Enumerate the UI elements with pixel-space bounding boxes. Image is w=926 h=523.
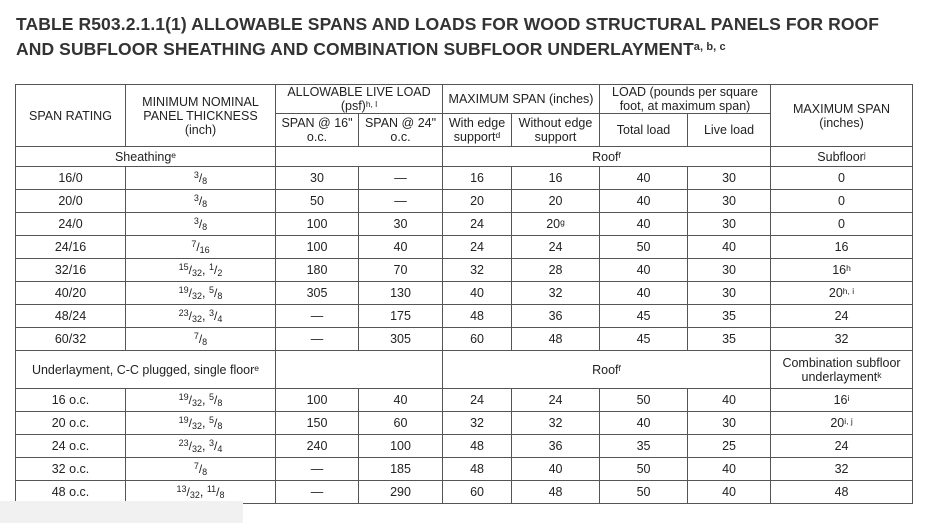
cell-max-span <box>771 190 913 213</box>
cell-edge: 24 <box>443 236 512 259</box>
thickness-fraction <box>191 240 209 254</box>
thickness-fraction <box>179 309 202 323</box>
cell-live: 30 <box>688 412 771 435</box>
header-live-load-sup: h, l <box>365 99 378 109</box>
section-blank-2 <box>276 351 443 389</box>
cell-span24: 290 <box>359 481 443 504</box>
cell-no-edge <box>512 213 600 236</box>
cell-thickness <box>126 458 276 481</box>
header-live-load-text: ALLOWABLE LIVE LOAD (psf) <box>287 85 431 113</box>
header-edge-text: With edge support <box>448 116 506 144</box>
cell-live: 35 <box>688 305 771 328</box>
fraction-slash: / <box>213 263 218 277</box>
fraction-numerator: 19 <box>178 415 189 425</box>
cell-max-span-value: 24 <box>834 439 849 453</box>
cell-total: 40 <box>600 213 688 236</box>
cell-total: 40 <box>600 412 688 435</box>
cell-edge: 20 <box>443 190 512 213</box>
thickness-fraction <box>194 332 207 346</box>
thickness-fraction <box>179 439 202 453</box>
cell-live: 30 <box>688 282 771 305</box>
fraction-numerator: 3 <box>193 193 199 203</box>
table-row <box>16 282 913 305</box>
thickness-fraction <box>194 217 207 231</box>
cell-max-span-sup: h, i <box>842 286 855 296</box>
fraction-denominator: 8 <box>202 467 208 477</box>
fraction-slash: / <box>188 416 192 430</box>
fraction-slash: / <box>198 462 203 476</box>
cell-no-edge <box>512 167 600 190</box>
table-title <box>16 12 916 62</box>
cell-total: 50 <box>600 389 688 412</box>
section-subfloor-text: Subfloor <box>817 149 864 164</box>
fraction-denominator: 8 <box>202 337 208 347</box>
thickness-fraction <box>179 416 202 430</box>
fraction-denominator: 2 <box>217 268 223 278</box>
fraction-separator: , <box>202 439 209 453</box>
cell-no-edge <box>512 389 600 412</box>
thickness-fraction <box>209 309 222 323</box>
header-max-span-2: MAXIMUM SPAN (inches) <box>771 85 913 147</box>
cell-no-edge <box>512 282 600 305</box>
header-live: Live load <box>688 114 771 147</box>
cell-thickness <box>126 167 276 190</box>
cell-span24: 305 <box>359 328 443 351</box>
cell-thickness <box>126 213 276 236</box>
cell-max-span <box>771 259 913 282</box>
cell-span16: — <box>276 481 359 504</box>
cell-span-rating: 24/16 <box>16 236 126 259</box>
fraction-numerator: 23 <box>178 308 189 318</box>
cell-no-edge-value: 16 <box>548 171 563 185</box>
fraction-slash: / <box>188 263 192 277</box>
section-roof-2-text: Roof <box>592 362 619 377</box>
cell-thickness <box>126 190 276 213</box>
table-row <box>16 305 913 328</box>
cell-max-span-value: 0 <box>838 217 845 231</box>
fraction-numerator: 15 <box>178 262 189 272</box>
section-row-underlayment <box>16 351 913 389</box>
fraction-slash: / <box>213 309 218 323</box>
cell-thickness <box>126 305 276 328</box>
cell-max-span-value: 24 <box>834 309 849 323</box>
header-row-1 <box>16 85 913 114</box>
cell-span-rating: 20/0 <box>16 190 126 213</box>
fraction-denominator: 8 <box>202 199 208 209</box>
cell-no-edge <box>512 190 600 213</box>
fraction-denominator: 32 <box>192 314 203 324</box>
header-no-edge: Without edge support <box>512 114 600 147</box>
cell-no-edge-value: 36 <box>548 439 563 453</box>
cell-thickness <box>126 282 276 305</box>
header-total: Total load <box>600 114 688 147</box>
section-sheathing-sup: e <box>171 149 177 160</box>
cell-span-rating: 32/16 <box>16 259 126 282</box>
cell-max-span-value: 20 <box>830 416 845 430</box>
section-sheathing <box>16 147 276 167</box>
fraction-numerator: 19 <box>178 285 189 295</box>
fraction-denominator: 4 <box>217 444 223 454</box>
section-roof <box>443 147 771 167</box>
fraction-denominator: 32 <box>192 268 203 278</box>
table-row <box>16 412 913 435</box>
fraction-separator: , <box>202 416 209 430</box>
cell-max-span-value: 48 <box>834 485 849 499</box>
fraction-separator: , <box>199 485 207 499</box>
thickness-fraction <box>176 485 199 499</box>
cell-no-edge-value: 24 <box>548 240 563 254</box>
table-row <box>16 435 913 458</box>
section-underlayment-sup: e <box>254 362 260 373</box>
cell-span24: 130 <box>359 282 443 305</box>
cell-edge: 16 <box>443 167 512 190</box>
cell-live: 30 <box>688 190 771 213</box>
header-edge <box>443 114 512 147</box>
cell-max-span-value: 16 <box>833 393 848 407</box>
section-blank <box>276 147 443 167</box>
cell-span16: — <box>276 305 359 328</box>
cell-span-rating: 16/0 <box>16 167 126 190</box>
cell-live: 35 <box>688 328 771 351</box>
fraction-slash: / <box>198 332 203 346</box>
header-live-load <box>276 85 443 114</box>
thickness-fraction <box>207 485 225 499</box>
cell-no-edge-sup: g <box>560 217 565 227</box>
fraction-denominator: 8 <box>217 398 223 408</box>
cell-max-span <box>771 236 913 259</box>
fraction-denominator: 8 <box>217 421 223 431</box>
cell-max-span <box>771 412 913 435</box>
cell-no-edge <box>512 259 600 282</box>
cell-span24: 100 <box>359 435 443 458</box>
cell-span16: — <box>276 328 359 351</box>
cell-no-edge-value: 48 <box>548 332 563 346</box>
section-row-sheathing <box>16 147 913 167</box>
table-row <box>16 236 913 259</box>
cell-edge: 48 <box>443 458 512 481</box>
thickness-fraction <box>209 286 222 300</box>
cell-span16: 305 <box>276 282 359 305</box>
fraction-slash: / <box>213 393 218 407</box>
fraction-slash: / <box>188 393 192 407</box>
fraction-slash: / <box>198 194 203 208</box>
header-span24: SPAN @ 24" o.c. <box>359 114 443 147</box>
cell-total: 50 <box>600 458 688 481</box>
cell-span16: — <box>276 458 359 481</box>
fraction-numerator: 3 <box>193 216 199 226</box>
fraction-numerator: 23 <box>178 438 189 448</box>
fraction-denominator: 8 <box>217 291 223 301</box>
cell-live: 40 <box>688 236 771 259</box>
fraction-separator: , <box>202 286 209 300</box>
fraction-numerator: 5 <box>208 415 214 425</box>
fraction-denominator: 8 <box>202 176 208 186</box>
header-span-rating: SPAN RATING <box>16 85 126 147</box>
cell-span24: 185 <box>359 458 443 481</box>
cell-edge: 48 <box>443 305 512 328</box>
section-underlayment-text: Underlayment, C-C plugged, single floor <box>31 362 255 377</box>
header-thickness: MINIMUM NOMINAL PANEL THICKNESS (inch) <box>126 85 276 147</box>
cell-max-span-sup: i, j <box>844 416 853 426</box>
fraction-numerator: 19 <box>178 392 189 402</box>
cell-total: 40 <box>600 190 688 213</box>
header-max-span: MAXIMUM SPAN (inches) <box>443 85 600 114</box>
fraction-numerator: 11 <box>206 484 217 494</box>
cell-live: 25 <box>688 435 771 458</box>
cell-max-span-value: 20 <box>828 286 843 300</box>
cell-live: 40 <box>688 481 771 504</box>
fraction-slash: / <box>186 485 190 499</box>
fraction-numerator: 3 <box>208 308 214 318</box>
cell-max-span <box>771 389 913 412</box>
fraction-denominator: 32 <box>192 421 203 431</box>
fraction-denominator: 8 <box>219 490 225 500</box>
cell-max-span <box>771 481 913 504</box>
cell-no-edge-value: 32 <box>548 416 563 430</box>
cell-edge: 32 <box>443 412 512 435</box>
cell-edge: 60 <box>443 481 512 504</box>
cell-no-edge <box>512 458 600 481</box>
fraction-slash: / <box>213 439 218 453</box>
cell-span-rating: 24 o.c. <box>16 435 126 458</box>
cell-edge: 24 <box>443 213 512 236</box>
cell-edge: 40 <box>443 282 512 305</box>
thickness-fraction <box>209 393 222 407</box>
cell-span-rating: 48 o.c. <box>16 481 126 504</box>
thickness-fraction <box>194 462 207 476</box>
table-title-text: TABLE R503.2.1.1(1) ALLOWABLE SPANS AND LOADS FOR WOOD STRUCTURAL PANELS FOR ROOF AND SUBFLOOR SHEATHING AND COMBINATION SUBFLOOR UNDERLAYMENT <box>16 14 880 59</box>
cell-span-rating: 24/0 <box>16 213 126 236</box>
cell-span24: 40 <box>359 389 443 412</box>
cell-span16: 100 <box>276 213 359 236</box>
cell-span16: 180 <box>276 259 359 282</box>
thickness-fraction <box>209 439 222 453</box>
cell-max-span-value: 0 <box>838 194 845 208</box>
fraction-slash: / <box>188 309 192 323</box>
fraction-slash: / <box>216 485 220 499</box>
cell-max-span-value: 0 <box>838 171 845 185</box>
cell-thickness <box>126 259 276 282</box>
cell-thickness <box>126 435 276 458</box>
fraction-denominator: 32 <box>192 291 203 301</box>
cell-live: 30 <box>688 167 771 190</box>
cell-span-rating: 60/32 <box>16 328 126 351</box>
cell-span24: — <box>359 167 443 190</box>
cell-edge: 32 <box>443 259 512 282</box>
fraction-separator: , <box>202 263 209 277</box>
table-row <box>16 167 913 190</box>
cell-no-edge-value: 28 <box>548 263 563 277</box>
fraction-denominator: 32 <box>192 398 203 408</box>
fraction-slash: / <box>196 240 200 254</box>
cell-span-rating: 20 o.c. <box>16 412 126 435</box>
cell-span24: 30 <box>359 213 443 236</box>
fraction-slash: / <box>213 416 218 430</box>
fraction-denominator: 32 <box>189 490 200 500</box>
section-roof-2 <box>443 351 771 389</box>
cell-max-span <box>771 328 913 351</box>
cell-max-span <box>771 213 913 236</box>
fraction-numerator: 1 <box>208 262 214 272</box>
cell-max-span-value: 32 <box>834 332 849 346</box>
header-span16: SPAN @ 16" o.c. <box>276 114 359 147</box>
fraction-numerator: 7 <box>191 239 197 249</box>
cell-span24: — <box>359 190 443 213</box>
cell-max-span <box>771 282 913 305</box>
cell-max-span-sup: h <box>846 263 851 273</box>
cell-max-span <box>771 435 913 458</box>
cell-span16: 240 <box>276 435 359 458</box>
cell-span16: 50 <box>276 190 359 213</box>
cell-total: 45 <box>600 305 688 328</box>
fraction-numerator: 7 <box>193 331 199 341</box>
table-row <box>16 389 913 412</box>
cell-no-edge-value: 20 <box>548 194 563 208</box>
cell-no-edge-value: 36 <box>548 309 563 323</box>
fraction-denominator: 4 <box>217 314 223 324</box>
cell-span16: 150 <box>276 412 359 435</box>
cell-span16: 30 <box>276 167 359 190</box>
thickness-fraction <box>209 263 222 277</box>
cell-no-edge-value: 32 <box>548 286 563 300</box>
section-roof-text: Roof <box>592 149 619 164</box>
fraction-slash: / <box>213 286 218 300</box>
header-edge-sup: d <box>495 130 501 140</box>
cell-span24: 70 <box>359 259 443 282</box>
cell-thickness <box>126 389 276 412</box>
cell-total: 45 <box>600 328 688 351</box>
section-combination-sup: k <box>877 369 882 380</box>
cell-thickness <box>126 328 276 351</box>
bottom-fade <box>0 501 243 523</box>
thickness-fraction <box>179 393 202 407</box>
cell-max-span-value: 32 <box>834 462 849 476</box>
cell-total: 40 <box>600 282 688 305</box>
cell-no-edge <box>512 435 600 458</box>
section-roof-2-sup: f <box>618 362 621 373</box>
cell-max-span <box>771 167 913 190</box>
fraction-slash: / <box>198 217 203 231</box>
fraction-denominator: 16 <box>199 245 210 255</box>
fraction-slash: / <box>188 286 192 300</box>
thickness-fraction <box>194 194 207 208</box>
span-load-table <box>15 84 913 504</box>
cell-max-span-sup: i <box>847 393 850 403</box>
thickness-fraction <box>209 416 222 430</box>
table-row <box>16 328 913 351</box>
section-combination-text: Combination subfloor underlayment <box>782 355 901 384</box>
fraction-numerator: 3 <box>193 170 199 180</box>
header-load: LOAD (pounds per square foot, at maximum span) <box>600 85 771 114</box>
cell-no-edge <box>512 481 600 504</box>
cell-total: 35 <box>600 435 688 458</box>
thickness-fraction <box>179 263 202 277</box>
cell-total: 40 <box>600 259 688 282</box>
fraction-denominator: 8 <box>202 222 208 232</box>
cell-total: 50 <box>600 481 688 504</box>
cell-span24: 40 <box>359 236 443 259</box>
cell-edge: 60 <box>443 328 512 351</box>
table-row <box>16 190 913 213</box>
cell-no-edge-value: 24 <box>548 393 563 407</box>
section-roof-sup: f <box>618 149 621 160</box>
cell-live: 30 <box>688 213 771 236</box>
cell-max-span-value: 16 <box>834 240 849 254</box>
cell-span16: 100 <box>276 389 359 412</box>
table-row <box>16 213 913 236</box>
cell-edge: 48 <box>443 435 512 458</box>
fraction-numerator: 5 <box>208 285 214 295</box>
section-sheathing-text: Sheathing <box>114 149 172 164</box>
thickness-fraction <box>194 171 207 185</box>
section-underlayment <box>16 351 276 389</box>
cell-live: 40 <box>688 458 771 481</box>
section-combination <box>771 351 913 389</box>
cell-span-rating: 40/20 <box>16 282 126 305</box>
cell-span16: 100 <box>276 236 359 259</box>
cell-no-edge-value: 20 <box>546 217 561 231</box>
cell-total: 50 <box>600 236 688 259</box>
cell-no-edge <box>512 305 600 328</box>
fraction-numerator: 7 <box>193 461 199 471</box>
fraction-numerator: 13 <box>176 484 187 494</box>
fraction-numerator: 5 <box>208 392 214 402</box>
table-row <box>16 259 913 282</box>
cell-max-span-value: 16 <box>832 263 847 277</box>
cell-span-rating: 16 o.c. <box>16 389 126 412</box>
cell-span24: 60 <box>359 412 443 435</box>
thickness-fraction <box>179 286 202 300</box>
section-subfloor-sup: j <box>863 149 866 160</box>
table-title-footnotes: a, b, c <box>693 41 726 53</box>
cell-thickness <box>126 412 276 435</box>
section-subfloor <box>771 147 913 167</box>
fraction-slash: / <box>188 439 192 453</box>
cell-no-edge-value: 48 <box>548 485 563 499</box>
cell-span24: 175 <box>359 305 443 328</box>
fraction-numerator: 3 <box>208 438 214 448</box>
cell-max-span <box>771 305 913 328</box>
cell-span-rating: 32 o.c. <box>16 458 126 481</box>
cell-edge: 24 <box>443 389 512 412</box>
cell-max-span <box>771 458 913 481</box>
cell-no-edge <box>512 236 600 259</box>
fraction-denominator: 32 <box>192 444 203 454</box>
cell-span-rating: 48/24 <box>16 305 126 328</box>
fraction-separator: , <box>202 393 209 407</box>
cell-no-edge <box>512 328 600 351</box>
cell-live: 40 <box>688 389 771 412</box>
cell-no-edge <box>512 412 600 435</box>
fraction-separator: , <box>202 309 209 323</box>
fraction-slash: / <box>198 171 203 185</box>
table-row <box>16 458 913 481</box>
cell-thickness <box>126 236 276 259</box>
cell-no-edge-value: 40 <box>548 462 563 476</box>
cell-live: 30 <box>688 259 771 282</box>
cell-total: 40 <box>600 167 688 190</box>
